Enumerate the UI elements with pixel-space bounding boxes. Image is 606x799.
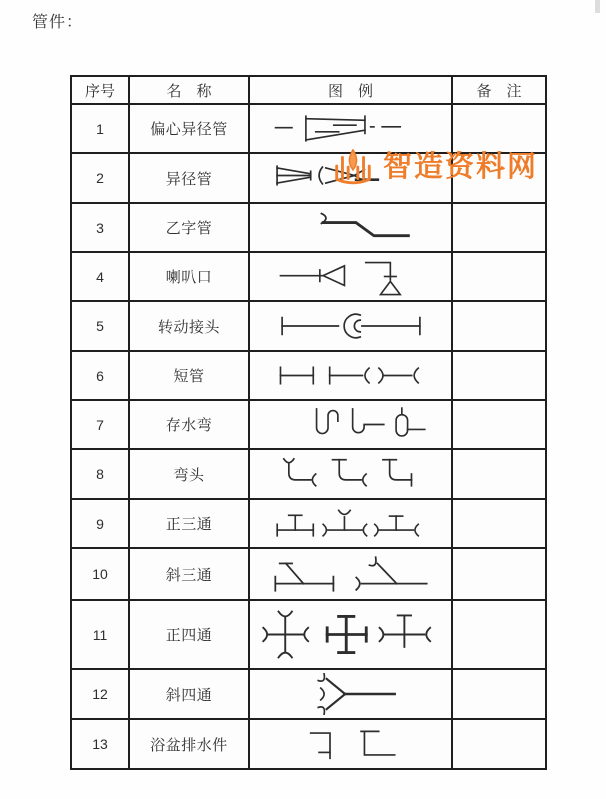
oblique-cross-icon <box>253 673 449 715</box>
row-name-cell: 斜三通 <box>129 548 249 600</box>
row-number-cell: 12 <box>71 669 129 719</box>
row-number-cell: 5 <box>71 301 129 351</box>
row-name-cell: 正四通 <box>129 600 249 669</box>
row-number-cell: 11 <box>71 600 129 669</box>
table-row <box>71 104 546 153</box>
remark-cell <box>452 669 546 719</box>
legend-table <box>70 75 547 770</box>
remark-cell <box>452 449 546 499</box>
symbol-cell <box>249 548 452 600</box>
eccentric-reducer-icon <box>253 108 449 149</box>
row-name-cell: 短管 <box>129 351 249 400</box>
short-pipe-icon <box>253 355 449 396</box>
symbol-cell <box>249 449 452 499</box>
remark-cell <box>452 600 546 669</box>
row-number-cell: 13 <box>71 719 129 769</box>
remark-cell <box>452 203 546 252</box>
row-number-cell: 4 <box>71 252 129 301</box>
row-number-cell: 1 <box>71 104 129 153</box>
page-title: 管件： <box>32 14 84 31</box>
table-row <box>71 203 546 252</box>
row-name-cell: 浴盆排水件 <box>129 719 249 769</box>
remark-cell <box>452 252 546 301</box>
table-row <box>71 548 546 600</box>
remark-cell <box>452 499 546 548</box>
scan-artifact <box>595 0 600 13</box>
row-name-cell: 存水弯 <box>129 400 249 449</box>
table-row <box>71 252 546 301</box>
row-name-cell: 异径管 <box>129 153 249 203</box>
cross-icon <box>253 604 449 665</box>
symbol-cell <box>249 203 452 252</box>
remark-cell <box>452 719 546 769</box>
table-row <box>71 400 546 449</box>
tee-icon <box>253 503 449 544</box>
row-number-cell: 7 <box>71 400 129 449</box>
row-name-cell: 喇叭口 <box>129 252 249 301</box>
table-row <box>71 449 546 499</box>
header-row <box>71 76 546 104</box>
table-row <box>71 301 546 351</box>
row-name-cell: 乙字管 <box>129 203 249 252</box>
table-row <box>71 499 546 548</box>
symbol-cell <box>249 301 452 351</box>
table-row <box>71 669 546 719</box>
symbol-cell <box>249 153 452 203</box>
symbol-cell <box>249 719 452 769</box>
symbol-cell <box>249 600 452 669</box>
header-cell-remark: 备 注 <box>452 76 546 104</box>
row-number-cell: 3 <box>71 203 129 252</box>
row-number-cell: 9 <box>71 499 129 548</box>
header-cell-name: 名 称 <box>129 76 249 104</box>
table-row <box>71 600 546 669</box>
oblique-tee-icon <box>253 552 449 596</box>
remark-cell <box>452 153 546 203</box>
symbol-cell <box>249 104 452 153</box>
row-number-cell: 6 <box>71 351 129 400</box>
row-name-cell: 弯头 <box>129 449 249 499</box>
remark-cell <box>452 351 546 400</box>
legend-table-body <box>71 104 546 769</box>
symbol-cell <box>249 351 452 400</box>
swivel-joint-icon <box>253 305 449 347</box>
bathtub-drain-icon <box>253 723 449 765</box>
bell-mouth-icon <box>253 256 449 297</box>
header-cell-legend: 图 例 <box>249 76 452 104</box>
symbol-cell <box>249 669 452 719</box>
table-row <box>71 153 546 203</box>
elbow-icon <box>253 453 449 495</box>
row-number-cell: 8 <box>71 449 129 499</box>
watermark-text: 智造资料网 <box>383 150 539 183</box>
symbol-cell <box>249 252 452 301</box>
row-name-cell: 斜四通 <box>129 669 249 719</box>
row-name-cell: 正三通 <box>129 499 249 548</box>
symbol-cell <box>249 400 452 449</box>
reducer-icon <box>253 157 449 199</box>
row-number-cell: 10 <box>71 548 129 600</box>
remark-cell <box>452 548 546 600</box>
remark-cell <box>452 104 546 153</box>
header-cell-number: 序号 <box>71 76 129 104</box>
row-number-cell: 2 <box>71 153 129 203</box>
z-pipe-icon <box>253 207 449 248</box>
water-trap-icon <box>253 404 449 445</box>
remark-cell <box>452 400 546 449</box>
symbol-cell <box>249 499 452 548</box>
row-name-cell: 转动接头 <box>129 301 249 351</box>
remark-cell <box>452 301 546 351</box>
row-name-cell: 偏心异径管 <box>129 104 249 153</box>
table-row <box>71 719 546 769</box>
table-row <box>71 351 546 400</box>
